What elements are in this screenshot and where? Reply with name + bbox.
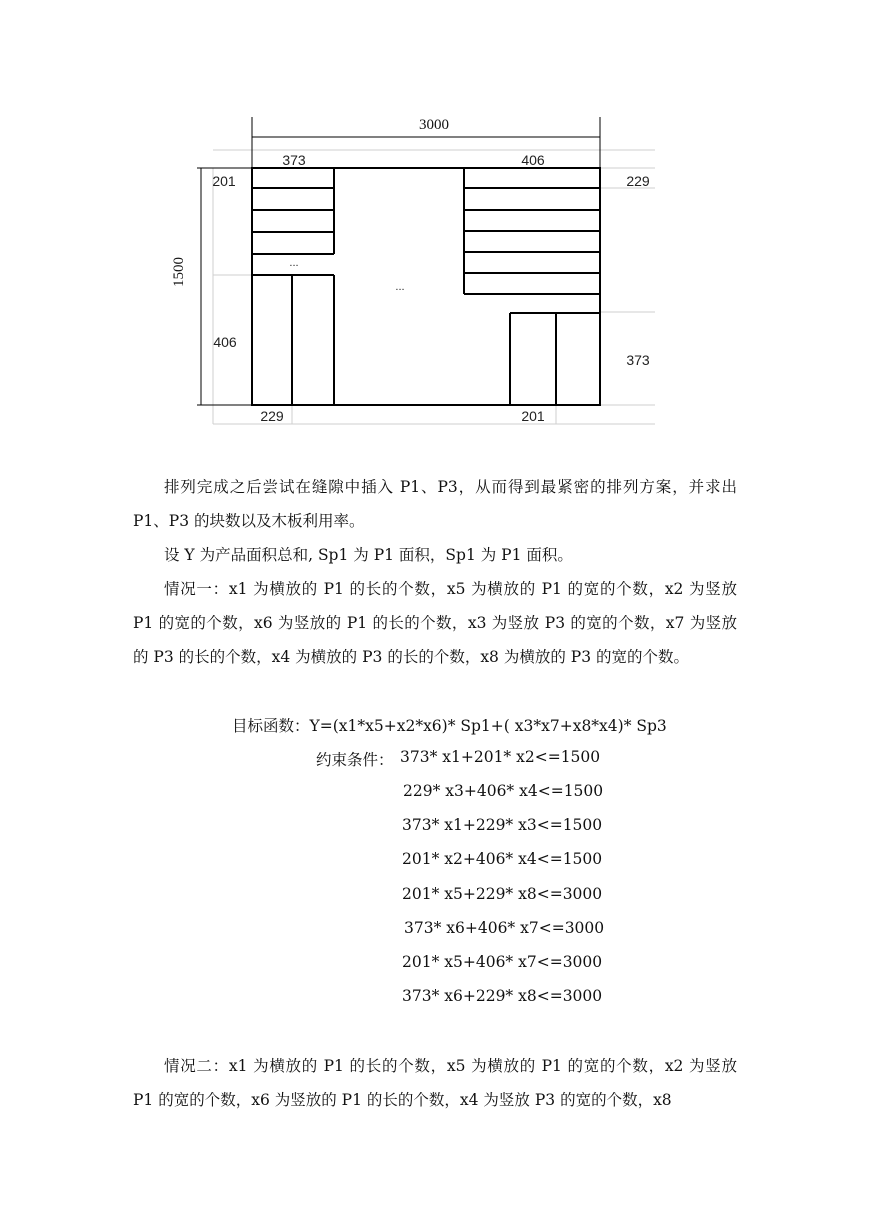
right-top-width-label: 406 (521, 152, 545, 168)
right-strip-height-label: 229 (626, 173, 650, 189)
paragraph-case-two: 情况二：x1 为横放的 P1 的长的个数，x5 为横放的 P1 的宽的个数，x2 为竖放 P1 的宽的个数，x6 为竖放的 P1 的长的个数，x4 为竖放 P3 的宽的个数，x8 (133, 1057, 737, 1109)
left-lower-height-label: 406 (213, 334, 237, 350)
left-top-width-label: 373 (282, 152, 306, 168)
constraints-label: 约束条件： (316, 751, 394, 769)
paragraph-insert-gaps: 排列完成之后尝试在缝隙中插入 P1、P3，从而得到最紧密的排列方案，并求出 P1、P3 的块数以及木板利用率。 (133, 478, 737, 530)
paragraph-definition: 设 Y 为产品面积总和, Sp1 为 P1 面积，Sp1 为 P1 面积。 (164, 546, 573, 564)
left-bottom-width-label: 229 (260, 408, 284, 424)
right-lower-height-label: 373 (626, 352, 650, 368)
right-bottom-width-label: 201 (521, 408, 545, 424)
constraint-line: 201* x2+406* x4<=1500 (402, 850, 603, 868)
constraint-line: 201* x5+229* x8<=3000 (402, 885, 603, 903)
width-label: 3000 (419, 117, 449, 133)
constraint-line: 373* x6+406* x7<=3000 (404, 919, 605, 937)
ellipsis-small: ... (289, 257, 299, 269)
objective-function: 目标函数：Y=(x1*x5+x2*x6)* Sp1+( x3*x7+x8*x4)* Sp3 (232, 717, 667, 735)
guide-lines (213, 150, 655, 424)
layout-diagram (0, 0, 869, 440)
board-and-pieces (252, 168, 600, 405)
left-strip-height-label: 201 (212, 173, 236, 189)
constraint-line: 373* x1+229* x3<=1500 (402, 816, 603, 834)
ellipsis-center: ... (395, 281, 405, 293)
constraint-line: 373* x1+201* x2<=1500 (400, 748, 601, 766)
constraint-line: 373* x6+229* x8<=3000 (402, 987, 603, 1005)
constraint-line: 201* x5+406* x7<=3000 (402, 953, 603, 971)
height-label: 1500 (171, 257, 187, 287)
paragraph-case-one: 情况一：x1 为横放的 P1 的长的个数，x5 为横放的 P1 的宽的个数，x2 为竖放 P1 的宽的个数，x6 为竖放的 P1 的长的个数，x3 为竖放 P3 的宽的个数，x7 为竖放的 P3 的长的个数，x4 为横放的 P3 的长的个数，x8 为横放的 P3 的宽的个数。 (133, 580, 737, 666)
constraint-line: 229* x3+406* x4<=1500 (403, 782, 604, 800)
